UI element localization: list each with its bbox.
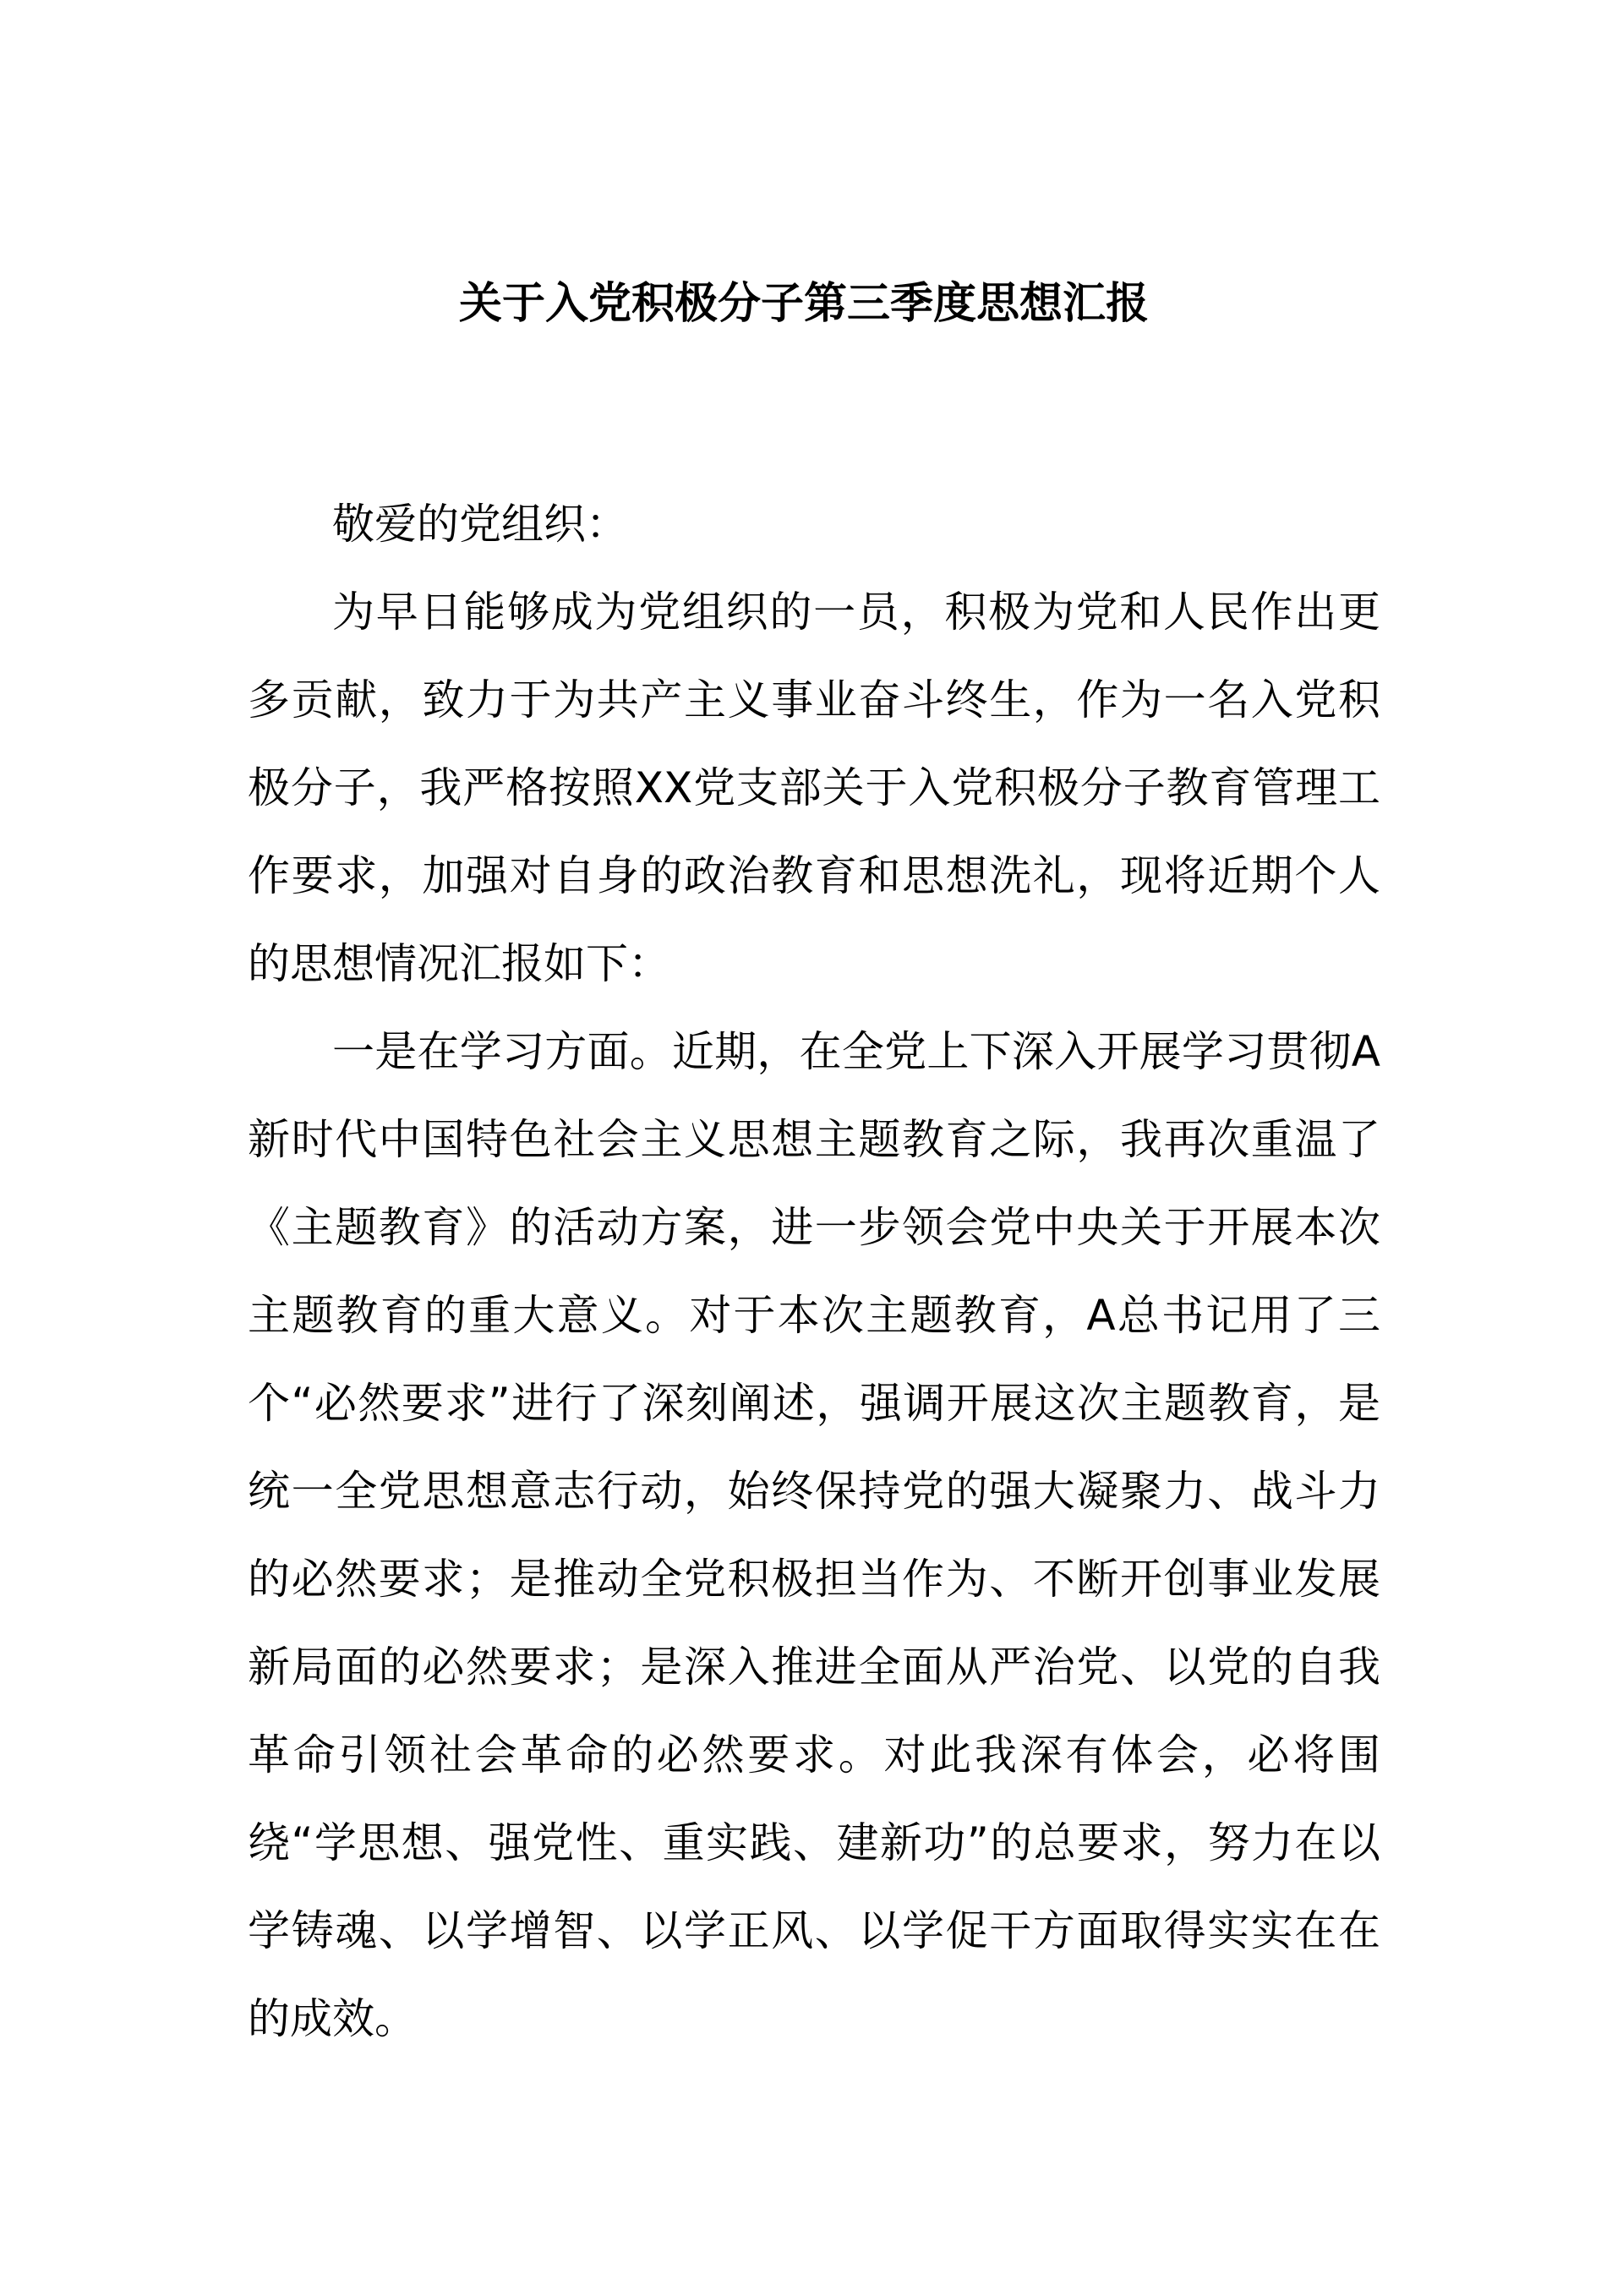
document-title: 关于入党积极分子第三季度思想汇报 [458, 279, 1149, 329]
greeting: 敬爱的党组织： [332, 500, 628, 549]
document-body [248, 480, 1380, 2063]
paragraph-study: 一是在学习方面。近期，在全党上下深入开展学习贯彻A新时代中国特色社会主义思想主题教育之际，我再次重温了《主题教育》的活动方案，进一步领会党中央关于开展本次主题教育的重大意义。对于本次主题教育，A总书记用了三个“必然要求”进行了深刻阐述，强调开展这次主题教育，是统一全党思想意志行动，始终保持党的强大凝聚力、战斗力的必然要求；是推动全党积极担当作为、不断开创事业发展新局面的必然要求；是深入推进全面从严治党、以党的自我革命引领社会革命的必然要求。对此我深有体会，必将围绕“学思想、强党性、重实践、建新功”的总要求，努力在以学铸魂、以学增智、以学正风、以学促干方面取得实实在在的成效。 [248, 1027, 1380, 2043]
paragraph-intro: 为早日能够成为党组织的一员，积极为党和人民作出更多贡献，致力于为共产主义事业奋斗终生，作为一名入党积极分子，我严格按照XX党支部关于入党积极分子教育管理工作要求，加强对自身的政治教育和思想洗礼，现将近期个人的思想情况汇报如下： [248, 588, 1380, 988]
